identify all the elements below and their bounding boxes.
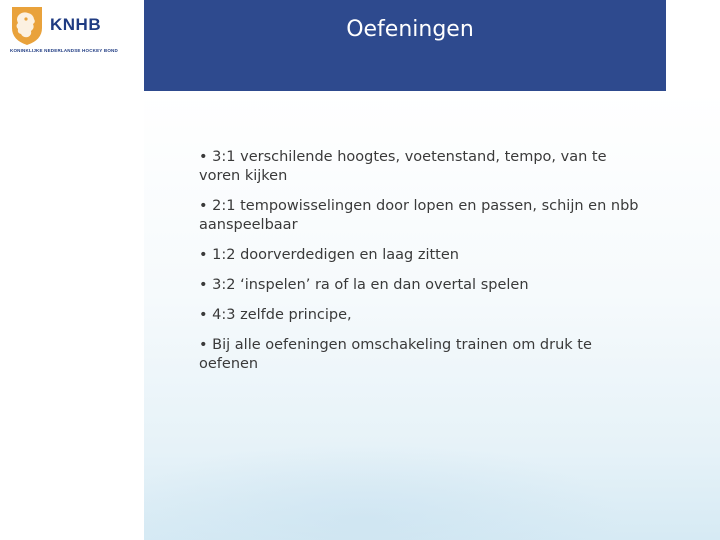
bullet-list — [199, 148, 649, 385]
logo-tagline: KONINKLIJKE NEDERLANDSE HOCKEY BOND — [10, 48, 118, 53]
lion-emblem-icon — [8, 4, 46, 46]
bullet-item: • 3:2 ‘inspelen’ ra of la en dan overtal spelen — [199, 277, 529, 293]
bullet-item: • Bij alle oefeningen omschakeling trainen om druk te oefenen — [199, 337, 592, 372]
bullet-item: • 3:1 verschilende hoogtes, voetenstand, tempo, van te voren kijken — [199, 149, 607, 184]
bullet-item: • 1:2 doorverdedigen en laag zitten — [199, 247, 459, 263]
slide-title: Oefeningen — [346, 17, 474, 42]
knhb-logo — [8, 4, 136, 60]
title-bar — [144, 0, 666, 91]
logo-wordmark: KNHB — [50, 15, 102, 34]
bullet-item: • 2:1 tempowisselingen door lopen en passen, schijn en nbb aanspeelbaar — [199, 198, 639, 233]
bullet-item: • 4:3 zelfde principe, — [199, 307, 352, 323]
